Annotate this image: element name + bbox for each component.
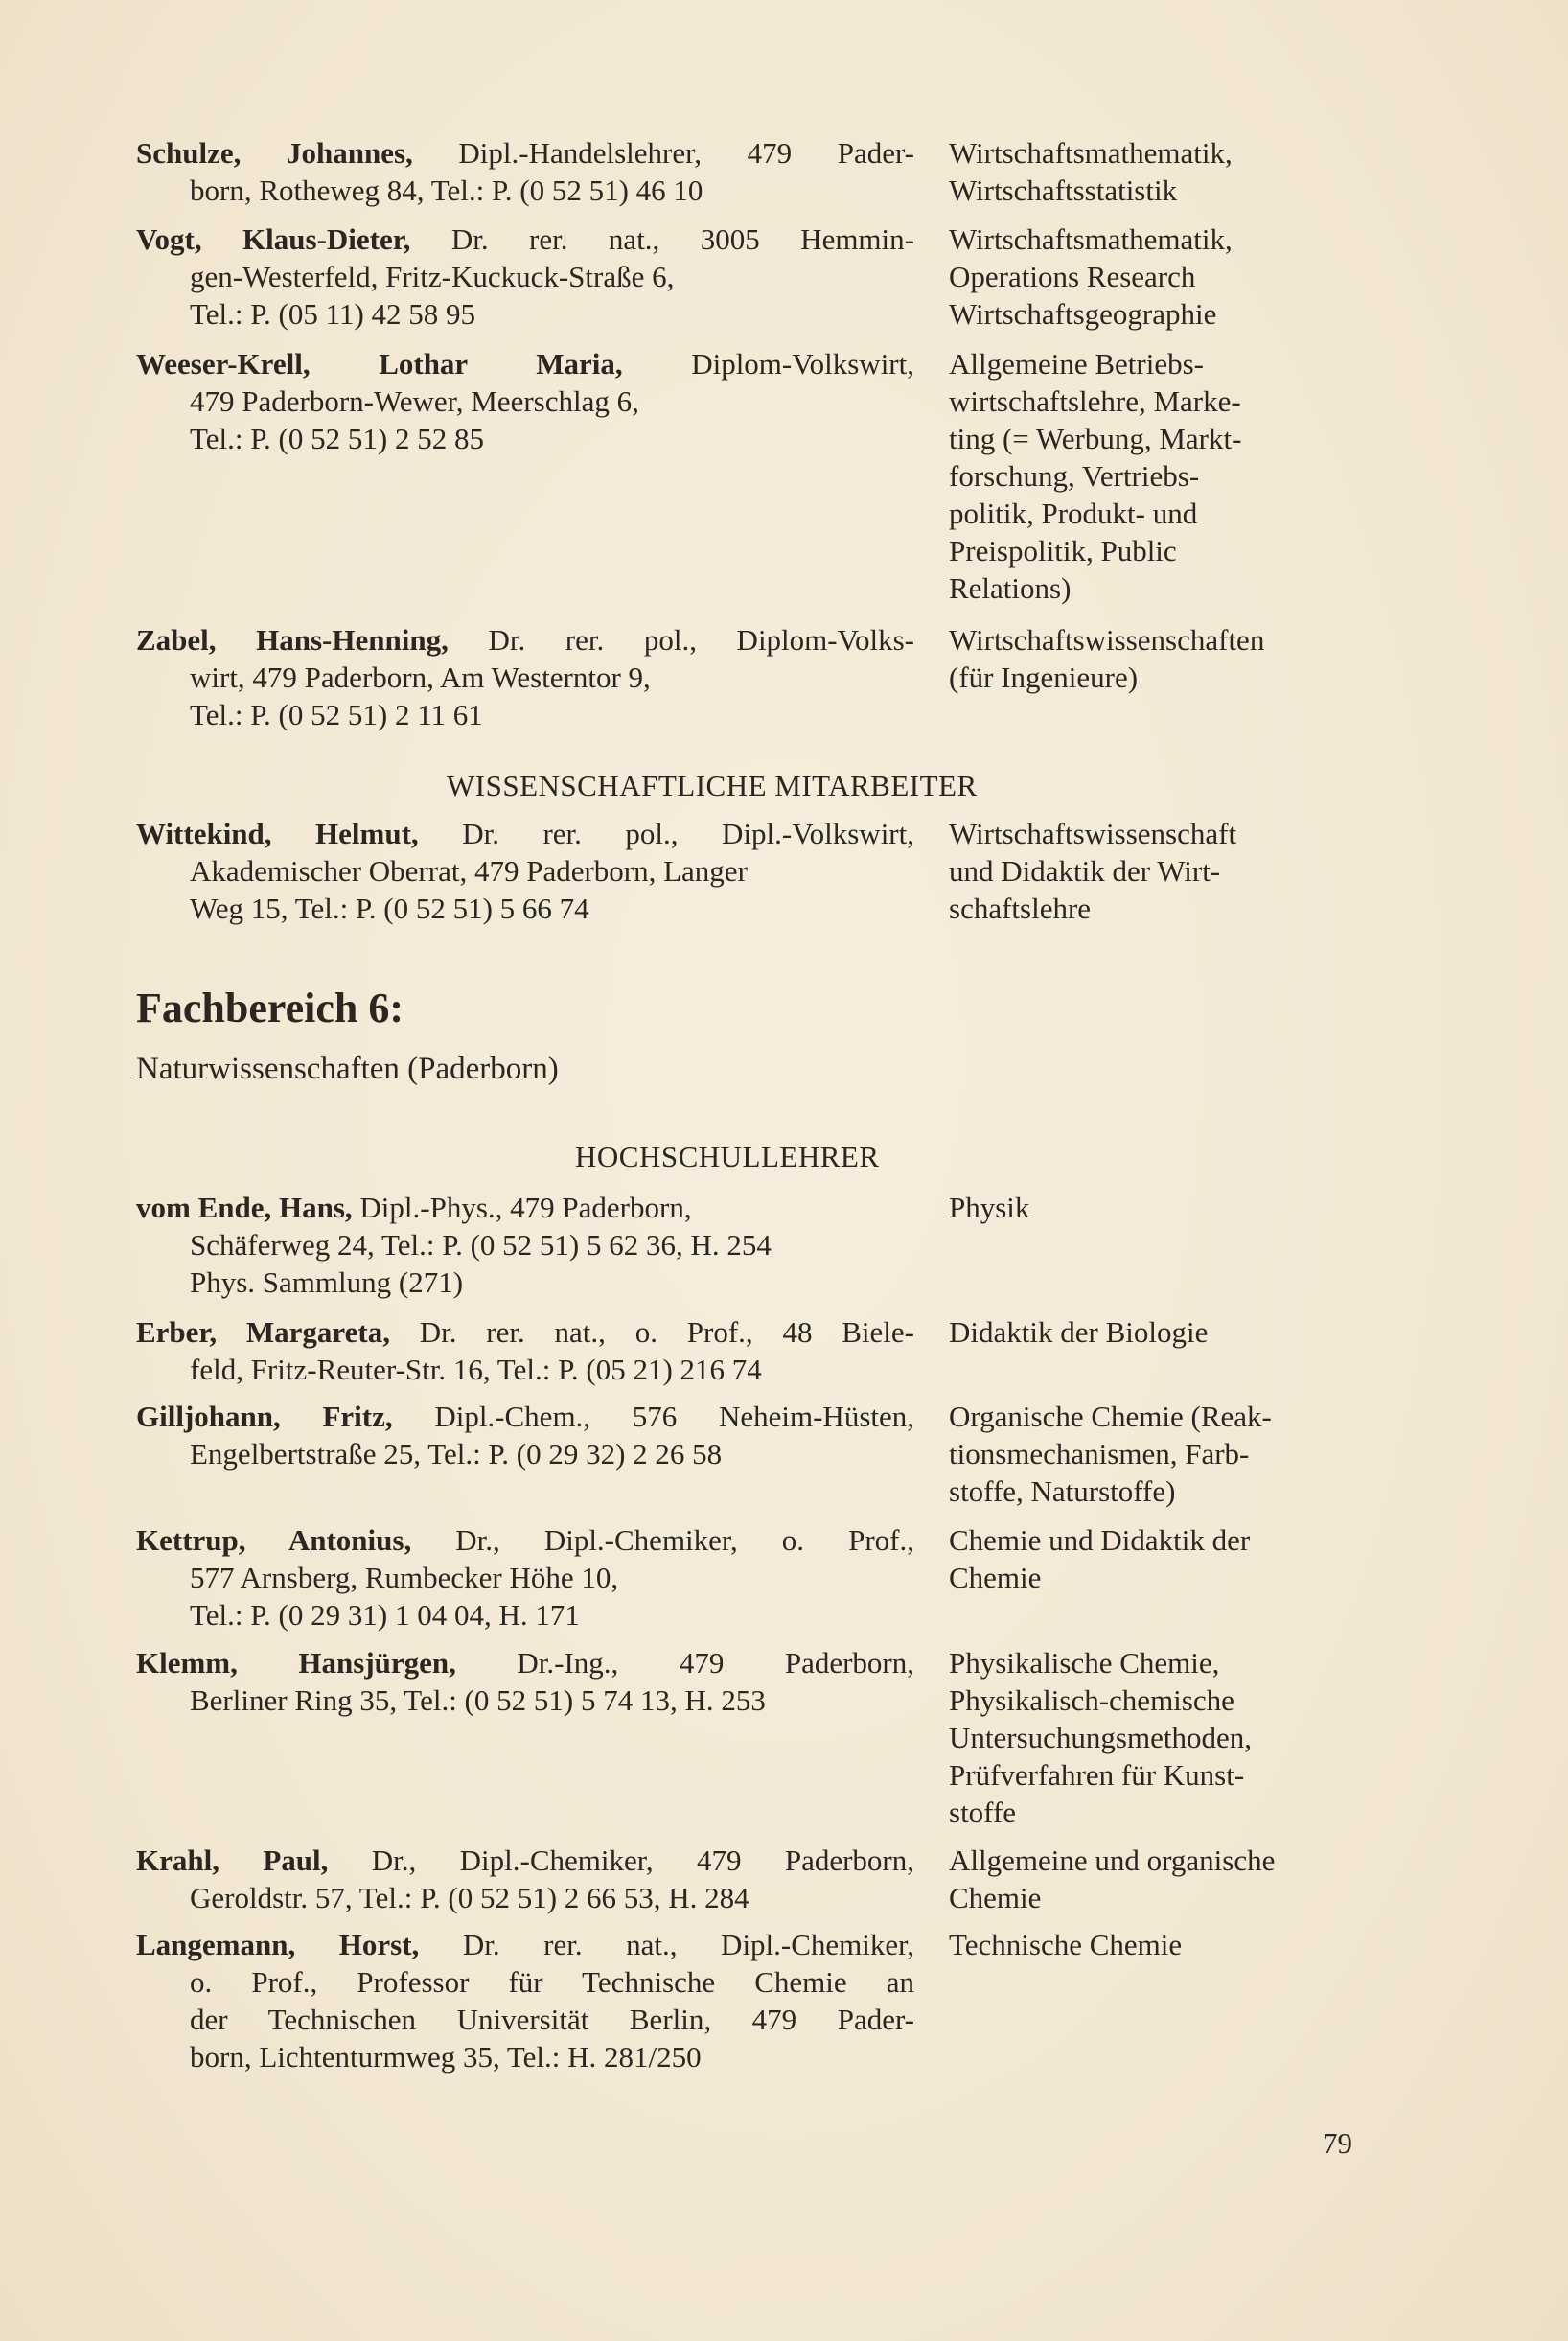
entry-subjects [949, 1313, 1390, 1351]
subject-line: ting (= Werbung, Markt- [949, 422, 1242, 455]
entry-details: Dipl.-Handelslehrer, 479 Pader- [412, 136, 914, 170]
entry-line: Berliner Ring 35, Tel.: (0 52 51) 5 74 13, H. 253 [190, 1683, 766, 1717]
entry-details: Dr. rer. pol., Dipl.-Volkswirt, [418, 817, 914, 850]
person-name: Weeser-Krell, Lothar Maria, [136, 347, 623, 381]
entry-line: Geroldstr. 57, Tel.: P. (0 52 51) 2 66 53, H. 284 [190, 1881, 749, 1914]
entry-text [136, 815, 914, 927]
subject-line: tionsmechanismen, Farb- [949, 1437, 1250, 1471]
person-name: Vogt, Klaus-Dieter, [136, 222, 411, 256]
entry-line: Akademischer Oberrat, 479 Paderborn, Langer [190, 854, 748, 888]
entry-line: Weg 15, Tel.: P. (0 52 51) 5 66 74 [190, 892, 589, 925]
subject-line: Wirtschaftsgeographie [949, 297, 1217, 331]
person-name: Erber, Margareta, [136, 1315, 390, 1349]
subject-line: stoffe, Naturstoffe) [949, 1474, 1176, 1508]
entry-subjects [949, 621, 1390, 696]
entry-text [136, 1644, 914, 1719]
entry-subjects [949, 1521, 1390, 1596]
entry-line: born, Rotheweg 84, Tel.: P. (0 52 51) 46 10 [190, 174, 703, 207]
subject-line: politik, Produkt- und [949, 497, 1198, 530]
entry-line: Tel.: P. (0 29 31) 1 04 04, H. 171 [190, 1598, 580, 1632]
entry-line: Tel.: P. (0 52 51) 2 11 61 [190, 698, 483, 731]
person-name: Schulze, Johannes, [136, 136, 413, 170]
entry-subjects [949, 220, 1390, 333]
entry-text [136, 1926, 914, 2075]
person-name: Langemann, Horst, [136, 1928, 420, 1961]
person-name: Wittekind, Helmut, [136, 817, 419, 850]
subject-line: Wirtschaftsmathematik, [949, 222, 1233, 256]
entry-subjects [949, 1189, 1390, 1226]
entry-text [136, 1521, 914, 1634]
entry-subjects [949, 1644, 1390, 1831]
entry-subjects [949, 1398, 1390, 1510]
person-name: Gilljohann, Fritz, [136, 1400, 393, 1433]
entry-line: feld, Fritz-Reuter-Str. 16, Tel.: P. (05 21) 216 74 [190, 1353, 762, 1386]
entry-line: Phys. Sammlung (271) [190, 1265, 464, 1299]
entry-line: 479 Paderborn-Wewer, Meerschlag 6, [190, 384, 639, 418]
entry-text [136, 345, 914, 457]
subject-line: Chemie [949, 1881, 1042, 1914]
subject-line: Organische Chemie (Reak- [949, 1400, 1272, 1433]
page-number: 79 [1323, 2126, 1352, 2160]
subject-line: Relations) [949, 571, 1072, 605]
section-heading: HOCHSCHULLEHRER [575, 1140, 880, 1173]
subject-line: Didaktik der Biologie [949, 1315, 1209, 1349]
subject-line: Chemie [949, 1561, 1042, 1594]
subject-line: (für Ingenieure) [949, 661, 1139, 694]
entry-line: Schäferweg 24, Tel.: P. (0 52 51) 5 62 36, H. 254 [190, 1228, 772, 1262]
subject-line: Physikalische Chemie, [949, 1646, 1220, 1680]
entry-line: gen-Westerfeld, Fritz-Kuckuck-Straße 6, [190, 260, 675, 293]
entry-subjects [949, 134, 1390, 209]
entry-details: Dr. rer. nat., o. Prof., 48 Biele- [389, 1315, 914, 1349]
entry-subjects [949, 1842, 1390, 1916]
entry-details: Dr. rer. nat., 3005 Hemmin- [410, 222, 914, 256]
entry-text [136, 1313, 914, 1388]
entry-subjects [949, 345, 1390, 607]
entry-line: Tel.: P. (05 11) 42 58 95 [190, 297, 476, 331]
person-name: Krahl, Paul, [136, 1843, 329, 1877]
subject-line: Allgemeine und organische [949, 1843, 1276, 1877]
entry-text [136, 220, 914, 333]
person-name: Klemm, Hansjürgen, [136, 1646, 456, 1680]
page-title: Fachbereich 6: [136, 985, 404, 1031]
entry-line: born, Lichtenturmweg 35, Tel.: H. 281/250 [190, 2040, 702, 2074]
entry-text [136, 1842, 914, 1916]
subject-line: Preispolitik, Public [949, 534, 1177, 568]
subject-line: Wirtschaftsmathematik, [949, 136, 1233, 170]
subject-line: Wirtschaftsstatistik [949, 174, 1178, 207]
subject-line: Wirtschaftswissenschaft [949, 817, 1237, 850]
person-name: Kettrup, Antonius, [136, 1523, 412, 1557]
subject-line: Operations Research [949, 260, 1196, 293]
subject-line: Wirtschaftswissenschaften [949, 623, 1265, 657]
entry-text [136, 134, 914, 209]
subject-line: stoffe [949, 1796, 1017, 1829]
subject-line: Chemie und Didaktik der [949, 1523, 1251, 1557]
entry-details: Dr. rer. pol., Diplom-Volks- [448, 623, 914, 657]
entry-details: Diplom-Volkswirt, [622, 347, 914, 381]
entry-line: Tel.: P. (0 52 51) 2 52 85 [190, 422, 484, 455]
entry-details: Dr.-Ing., 479 Paderborn, [455, 1646, 914, 1680]
subject-line: Physikalisch-chemische [949, 1683, 1234, 1717]
entry-details: Dr., Dipl.-Chemiker, o. Prof., [411, 1523, 914, 1557]
entry-details: Dr., Dipl.-Chemiker, 479 Paderborn, [328, 1843, 914, 1877]
entry-line: 577 Arnsberg, Rumbecker Höhe 10, [190, 1561, 619, 1594]
subject-line: Technische Chemie [949, 1928, 1183, 1961]
page-subtitle: Naturwissenschaften (Paderborn) [136, 1052, 559, 1086]
entry-line: Engelbertstraße 25, Tel.: P. (0 29 32) 2 26 58 [190, 1437, 723, 1471]
section-heading: WISSENSCHAFTLICHE MITARBEITER [447, 769, 978, 802]
entry-text [136, 1398, 914, 1472]
entry-subjects [949, 1926, 1390, 1963]
entry-details: Dipl.-Phys., 479 Paderborn, [352, 1191, 692, 1224]
person-name: vom Ende, Hans, [136, 1191, 353, 1224]
entry-text [136, 621, 914, 733]
subject-line: Untersuchungsmethoden, [949, 1721, 1252, 1754]
entry-details: Dipl.-Chem., 576 Neheim-Hüsten, [392, 1400, 915, 1433]
subject-line: forschung, Vertriebs- [949, 459, 1200, 493]
entry-line: der Technischen Universität Berlin, 479 Pader- [190, 2003, 914, 2036]
subject-line: schaftslehre [949, 892, 1092, 925]
person-name: Zabel, Hans-Henning, [136, 623, 449, 657]
subject-line: wirtschaftslehre, Marke- [949, 384, 1241, 418]
entry-line: o. Prof., Professor für Technische Chemie an [190, 1965, 914, 1999]
entry-text [136, 1189, 914, 1301]
entry-subjects [949, 815, 1390, 927]
subject-line: Physik [949, 1191, 1030, 1224]
subject-line: Allgemeine Betriebs- [949, 347, 1204, 381]
entry-line: wirt, 479 Paderborn, Am Westerntor 9, [190, 661, 651, 694]
subject-line: Prüfverfahren für Kunst- [949, 1758, 1245, 1792]
subject-line: und Didaktik der Wirt- [949, 854, 1221, 888]
entry-details: Dr. rer. nat., Dipl.-Chemiker, [419, 1928, 914, 1961]
